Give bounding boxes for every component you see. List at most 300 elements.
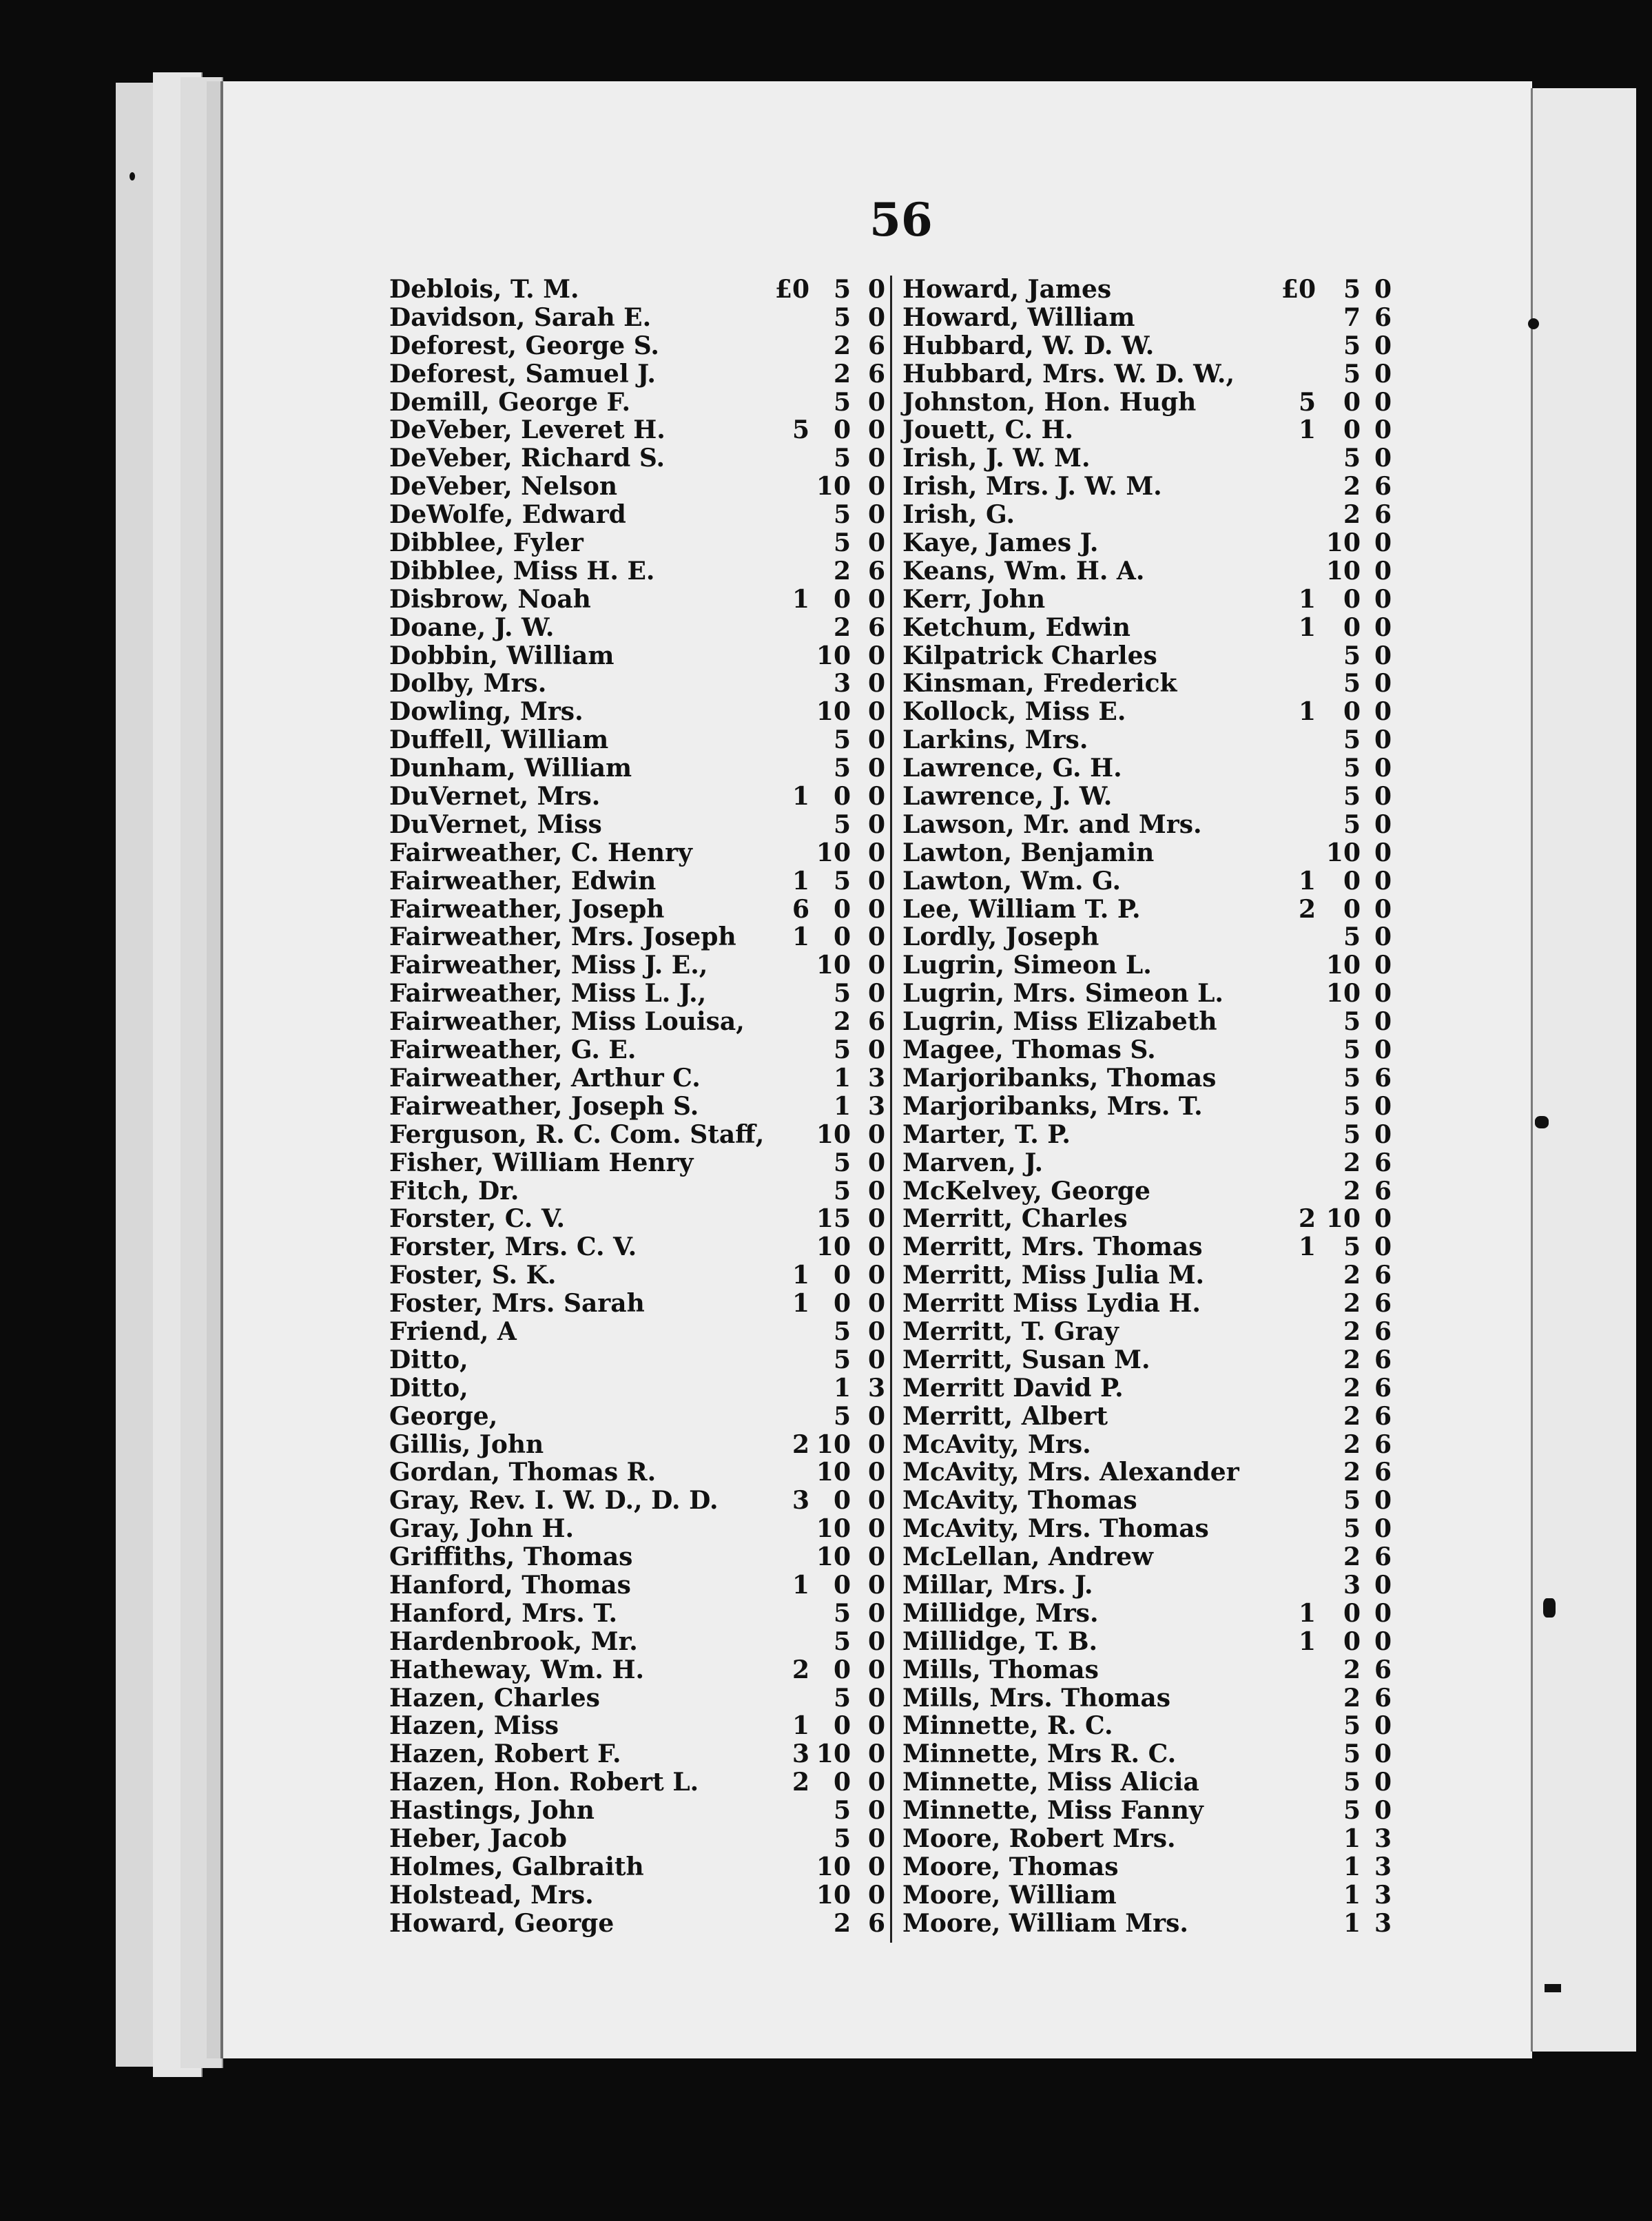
amount-pence: 0: [1374, 697, 1392, 727]
subscriber-row: [902, 501, 1398, 529]
subscriber-name: Merritt, Susan M.: [902, 1345, 1150, 1374]
subscriber-row: [902, 444, 1398, 473]
subscriber-row: [389, 614, 885, 642]
subscriber-name: Howard, George: [389, 1908, 615, 1938]
subscriber-name: Lordly, Joseph: [902, 922, 1099, 952]
subscriber-name: Irish, J. W. M.: [902, 444, 1091, 473]
subscriber-name: Fairweather, G. E.: [389, 1035, 637, 1065]
amount-shillings: 5: [1343, 1063, 1361, 1093]
amount-shillings: 5: [1343, 809, 1361, 839]
amount-pounds: 1: [1298, 584, 1316, 614]
amount-shillings: 10: [816, 838, 851, 867]
subscriber-row: [902, 980, 1398, 1008]
amount-pence: 0: [867, 1542, 885, 1572]
amount-shillings: 2: [833, 359, 851, 389]
subscriber-row: [902, 754, 1398, 783]
amount-pence: 0: [1374, 1626, 1392, 1656]
subscriber-name: Fitch, Dr.: [389, 1176, 519, 1206]
subscriber-row: [902, 1684, 1398, 1713]
subscriber-name: Dunham, William: [389, 754, 632, 783]
amount-pence: 0: [1374, 1486, 1392, 1516]
amount-pence: 0: [1374, 809, 1392, 839]
amount-pence: 0: [1374, 1119, 1392, 1149]
subscriber-name: Hazen, Charles: [389, 1683, 600, 1713]
amount-shillings: 10: [816, 1514, 851, 1544]
amount-pence: 0: [867, 1486, 885, 1516]
subscriber-row: [902, 951, 1398, 980]
amount-pounds: 1: [1298, 612, 1316, 642]
amount-shillings: 2: [1343, 1289, 1361, 1319]
amount-shillings: 5: [1343, 1768, 1361, 1797]
amount-pounds: 2: [792, 1655, 809, 1684]
amount-pence: 6: [1374, 302, 1392, 332]
amount-shillings: 0: [1343, 387, 1361, 417]
subscriber-name: Duffell, William: [389, 725, 609, 755]
subscriber-row: [902, 1431, 1398, 1459]
subscriber-row: [902, 304, 1398, 332]
amount-pence: 6: [1374, 500, 1392, 530]
amount-shillings: 2: [1343, 1176, 1361, 1206]
subscriber-row: [389, 360, 885, 389]
subscriber-row: [389, 1064, 885, 1093]
amount-shillings: 2: [1343, 1429, 1361, 1459]
amount-pence: 0: [1374, 1035, 1392, 1065]
amount-shillings: 2: [1343, 1401, 1361, 1431]
subscriber-name: Fairweather, C. Henry: [389, 838, 692, 867]
subscriber-name: Dolby, Mrs.: [389, 669, 547, 699]
subscriber-row: [902, 1008, 1398, 1036]
subscriber-list-right: [902, 276, 1398, 1938]
subscriber-row: [902, 1768, 1398, 1797]
amount-shillings: 10: [816, 1880, 851, 1910]
amount-pounds: 3: [792, 1486, 809, 1516]
subscriber-name: Fairweather, Mrs. Joseph: [389, 922, 736, 952]
amount-shillings: 5: [1343, 1739, 1361, 1769]
amount-pounds: 1: [792, 922, 809, 952]
subscriber-row: [902, 1740, 1398, 1768]
amount-shillings: 0: [833, 584, 851, 614]
amount-pence: 0: [1374, 1768, 1392, 1797]
amount-shillings: 0: [1343, 697, 1361, 727]
subscriber-name: Fairweather, Miss J. E.,: [389, 951, 708, 980]
subscriber-row: [389, 923, 885, 951]
amount-pence: 0: [1374, 1091, 1392, 1121]
subscriber-name: Deforest, Samuel J.: [389, 359, 656, 389]
amount-shillings: 10: [816, 1739, 851, 1769]
amount-pence: 0: [867, 782, 885, 812]
amount-pence: 0: [1374, 866, 1392, 896]
amount-pence: 0: [867, 1711, 885, 1741]
amount-pence: 0: [867, 415, 885, 445]
subscriber-row: [902, 1149, 1398, 1177]
amount-shillings: 5: [833, 1598, 851, 1628]
amount-shillings: 5: [1343, 669, 1361, 699]
subscriber-name: Hubbard, Mrs. W. D. W.,: [902, 359, 1235, 389]
subscriber-row: [389, 1881, 885, 1910]
amount-shillings: 10: [816, 1542, 851, 1572]
subscriber-name: Fairweather, Joseph S.: [389, 1091, 699, 1121]
subscriber-row: [902, 1290, 1398, 1318]
subscriber-row: [902, 1515, 1398, 1543]
amount-pence: 0: [1374, 641, 1392, 670]
amount-shillings: 10: [1325, 979, 1361, 1009]
subscriber-row: [902, 1205, 1398, 1233]
subscriber-row: [389, 1261, 885, 1290]
amount-pence: 0: [867, 1119, 885, 1149]
subscriber-row: [389, 1600, 885, 1628]
subscriber-name: Keans, Wm. H. A.: [902, 556, 1145, 586]
subscriber-name: Johnston, Hon. Hugh: [902, 387, 1197, 417]
amount-shillings: 1: [833, 1063, 851, 1093]
amount-pence: 0: [867, 1316, 885, 1346]
subscriber-row: [902, 1910, 1398, 1938]
amount-pence: 0: [1374, 359, 1392, 389]
amount-pence: 6: [1374, 1345, 1392, 1374]
subscriber-row: [902, 1487, 1398, 1515]
amount-pence: 0: [867, 1035, 885, 1065]
subscriber-name: Hanford, Thomas: [389, 1570, 631, 1600]
subscriber-name: Doane, J. W.: [389, 612, 555, 642]
subscriber-row: [389, 1036, 885, 1064]
amount-shillings: 10: [816, 697, 851, 727]
amount-pounds: 1: [792, 1570, 809, 1600]
subscriber-name: McAvity, Thomas: [902, 1486, 1137, 1516]
subscriber-row: [389, 811, 885, 839]
amount-pence: 0: [867, 1261, 885, 1290]
subscriber-row: [389, 304, 885, 332]
subscriber-row: [389, 670, 885, 698]
subscriber-name: Gray, Rev. I. W. D., D. D.: [389, 1486, 719, 1516]
subscriber-name: Millar, Mrs. J.: [902, 1570, 1093, 1600]
amount-pence: 3: [867, 1091, 885, 1121]
amount-pence: 0: [867, 1458, 885, 1487]
subscriber-row: [389, 642, 885, 670]
subscriber-name: DuVernet, Miss: [389, 809, 602, 839]
scan-mark: [1545, 1984, 1561, 1992]
subscriber-row: [389, 1093, 885, 1121]
amount-pence: 0: [867, 838, 885, 867]
amount-pence: 6: [1374, 1401, 1392, 1431]
subscriber-row: [902, 1600, 1398, 1628]
subscriber-name: Moore, William Mrs.: [902, 1908, 1188, 1938]
subscriber-name: Fairweather, Joseph: [389, 894, 665, 924]
amount-pence: 6: [867, 556, 885, 586]
amount-pence: 3: [867, 1373, 885, 1403]
amount-shillings: 2: [833, 556, 851, 586]
amount-pence: 0: [1374, 1232, 1392, 1262]
amount-pence: 0: [1374, 528, 1392, 558]
subscriber-name: Lugrin, Miss Elizabeth: [902, 1007, 1217, 1037]
amount-shillings: 5: [833, 1683, 851, 1713]
subscriber-row: [902, 1403, 1398, 1431]
amount-shillings: 2: [1343, 1458, 1361, 1487]
amount-pounds: £0: [1281, 275, 1316, 304]
subscriber-row: [389, 473, 885, 501]
amount-shillings: 5: [1343, 1232, 1361, 1262]
subscriber-name: McAvity, Mrs. Alexander: [902, 1458, 1239, 1487]
subscriber-name: Howard, James: [902, 275, 1112, 304]
subscriber-name: Lawson, Mr. and Mrs.: [902, 809, 1202, 839]
subscriber-name: Mills, Mrs. Thomas: [902, 1683, 1171, 1713]
subscriber-row: [902, 1121, 1398, 1149]
subscriber-row: [389, 1431, 885, 1459]
subscriber-name: Heber, Jacob: [389, 1824, 567, 1853]
subscriber-name: Minnette, Miss Fanny: [902, 1796, 1204, 1826]
amount-pence: 6: [867, 1007, 885, 1037]
subscriber-row: [902, 276, 1398, 304]
amount-pounds: 1: [1298, 697, 1316, 727]
subscriber-row: [389, 1318, 885, 1346]
subscriber-name: Dobbin, William: [389, 641, 615, 670]
subscriber-row: [389, 1346, 885, 1374]
subscriber-row: [902, 1825, 1398, 1853]
amount-shillings: 1: [833, 1091, 851, 1121]
amount-pence: 0: [1374, 1204, 1392, 1234]
scan-mark: [1543, 1598, 1556, 1618]
amount-shillings: 0: [833, 1768, 851, 1797]
amount-pounds: 1: [1298, 1598, 1316, 1628]
amount-pence: 0: [867, 1796, 885, 1826]
amount-shillings: 2: [1343, 1316, 1361, 1346]
subscriber-row: [902, 923, 1398, 951]
amount-shillings: 0: [1343, 866, 1361, 896]
amount-shillings: 5: [1343, 1711, 1361, 1741]
subscriber-row: [389, 1205, 885, 1233]
subscriber-row: [902, 670, 1398, 698]
subscriber-row: [389, 1571, 885, 1600]
amount-shillings: 5: [833, 387, 851, 417]
amount-pence: 0: [1374, 894, 1392, 924]
amount-pence: 0: [1374, 612, 1392, 642]
amount-pence: 0: [867, 1768, 885, 1797]
amount-pence: 6: [1374, 1655, 1392, 1684]
subscriber-name: Kinsman, Frederick: [902, 669, 1177, 699]
amount-shillings: 2: [1343, 1542, 1361, 1572]
subscriber-row: [902, 726, 1398, 754]
amount-shillings: 2: [1343, 1373, 1361, 1403]
amount-shillings: 5: [1343, 1035, 1361, 1065]
amount-shillings: 5: [1343, 641, 1361, 670]
amount-pence: 6: [867, 612, 885, 642]
subscriber-name: Holmes, Galbraith: [389, 1852, 644, 1881]
amount-shillings: 0: [833, 1711, 851, 1741]
subscriber-name: Lawrence, J. W.: [902, 782, 1113, 812]
amount-pence: 0: [867, 1232, 885, 1262]
scan-mark: [130, 172, 135, 180]
subscriber-name: DeVeber, Leveret H.: [389, 415, 665, 445]
subscriber-row: [389, 1403, 885, 1431]
amount-shillings: 1: [833, 1373, 851, 1403]
subscriber-row: [902, 1177, 1398, 1206]
subscriber-row: [902, 1543, 1398, 1571]
subscriber-name: Hazen, Miss: [389, 1711, 559, 1741]
amount-shillings: 2: [1343, 1655, 1361, 1684]
amount-shillings: 5: [1343, 922, 1361, 952]
amount-pence: 6: [867, 1908, 885, 1938]
amount-shillings: 5: [833, 1176, 851, 1206]
subscriber-row: [902, 557, 1398, 586]
amount-pence: 6: [1374, 1683, 1392, 1713]
subscriber-name: Lawton, Wm. G.: [902, 866, 1122, 896]
amount-shillings: 3: [833, 669, 851, 699]
subscriber-name: Larkins, Mrs.: [902, 725, 1088, 755]
amount-pence: 0: [867, 1852, 885, 1881]
amount-shillings: 10: [1325, 951, 1361, 980]
subscriber-name: Demill, George F.: [389, 387, 631, 417]
subscriber-name: Hazen, Hon. Robert L.: [389, 1768, 699, 1797]
amount-pence: 0: [867, 697, 885, 727]
subscriber-row: [389, 726, 885, 754]
subscriber-row: [902, 1261, 1398, 1290]
amount-shillings: 0: [833, 782, 851, 812]
subscriber-row: [389, 586, 885, 614]
amount-pence: 0: [867, 1345, 885, 1374]
subscriber-row: [902, 332, 1398, 360]
amount-pence: 0: [867, 809, 885, 839]
subscriber-row: [389, 1853, 885, 1881]
subscriber-row: [902, 1233, 1398, 1261]
amount-pence: 0: [1374, 1514, 1392, 1544]
amount-pence: 6: [867, 331, 885, 360]
amount-shillings: 5: [833, 866, 851, 896]
amount-pence: 0: [867, 1655, 885, 1684]
amount-pounds: 5: [792, 415, 809, 445]
amount-pence: 3: [1374, 1852, 1392, 1881]
subscriber-name: Mills, Thomas: [902, 1655, 1099, 1684]
subscriber-row: [389, 698, 885, 726]
subscriber-row: [389, 529, 885, 557]
subscriber-row: [902, 783, 1398, 811]
amount-shillings: 0: [1343, 415, 1361, 445]
subscriber-row: [389, 1008, 885, 1036]
subscriber-row: [902, 1036, 1398, 1064]
subscriber-name: Magee, Thomas S.: [902, 1035, 1156, 1065]
subscriber-row: [902, 1318, 1398, 1346]
scan-mark: [1528, 318, 1539, 329]
subscriber-name: Holstead, Mrs.: [389, 1880, 594, 1910]
amount-shillings: 2: [833, 1908, 851, 1938]
amount-shillings: 10: [1325, 1204, 1361, 1234]
amount-pence: 6: [1374, 472, 1392, 502]
subscriber-name: Lawrence, G. H.: [902, 754, 1122, 783]
amount-shillings: 0: [833, 1570, 851, 1600]
subscriber-name: Merritt, Mrs. Thomas: [902, 1232, 1203, 1262]
facing-page-edge: [1531, 88, 1636, 2052]
subscriber-name: Fairweather, Arthur C.: [389, 1063, 701, 1093]
subscriber-row: [389, 1656, 885, 1684]
amount-pence: 0: [1374, 1796, 1392, 1826]
amount-shillings: 10: [1325, 838, 1361, 867]
amount-shillings: 10: [816, 1852, 851, 1881]
amount-pence: 3: [1374, 1824, 1392, 1853]
amount-shillings: 5: [1343, 1514, 1361, 1544]
amount-pounds: £0: [774, 275, 809, 304]
subscriber-row: [902, 1656, 1398, 1684]
subscriber-row: [389, 980, 885, 1008]
amount-shillings: 5: [833, 1796, 851, 1826]
amount-shillings: 5: [1343, 359, 1361, 389]
amount-shillings: 5: [833, 1035, 851, 1065]
subscriber-name: Lee, William T. P.: [902, 894, 1141, 924]
subscriber-row: [389, 1910, 885, 1938]
scan-mark: [1535, 1116, 1549, 1128]
amount-pounds: 1: [792, 584, 809, 614]
subscriber-name: Lugrin, Simeon L.: [902, 951, 1152, 980]
subscriber-name: Hatheway, Wm. H.: [389, 1655, 645, 1684]
amount-pence: 6: [1374, 1063, 1392, 1093]
amount-pence: 6: [1374, 1373, 1392, 1403]
amount-pence: 0: [867, 1824, 885, 1853]
subscriber-row: [902, 1712, 1398, 1740]
subscriber-row: [902, 529, 1398, 557]
amount-pence: 0: [867, 584, 885, 614]
subscriber-row: [389, 501, 885, 529]
amount-pence: 0: [1374, 951, 1392, 980]
amount-shillings: 5: [1343, 725, 1361, 755]
amount-pence: 6: [1374, 1289, 1392, 1319]
subscriber-name: Griffiths, Thomas: [389, 1542, 633, 1572]
amount-pounds: 6: [792, 894, 809, 924]
amount-shillings: 2: [833, 1007, 851, 1037]
subscriber-row: [389, 1797, 885, 1825]
amount-shillings: 10: [816, 951, 851, 980]
amount-pence: 0: [1374, 782, 1392, 812]
amount-pence: 6: [1374, 1458, 1392, 1487]
amount-shillings: 0: [833, 894, 851, 924]
page-number: 56: [869, 193, 933, 247]
amount-shillings: 0: [1343, 612, 1361, 642]
subscriber-row: [389, 1458, 885, 1487]
subscriber-name: Dowling, Mrs.: [389, 697, 584, 727]
amount-pence: 0: [1374, 1007, 1392, 1037]
amount-pence: 0: [867, 1739, 885, 1769]
subscriber-row: [902, 642, 1398, 670]
amount-shillings: 5: [833, 979, 851, 1009]
amount-pence: 0: [867, 302, 885, 332]
subscriber-name: Millidge, Mrs.: [902, 1598, 1099, 1628]
subscriber-name: Gordan, Thomas R.: [389, 1458, 657, 1487]
subscriber-row: [389, 951, 885, 980]
subscriber-name: Marjoribanks, Thomas: [902, 1063, 1217, 1093]
subscriber-name: Marjoribanks, Mrs. T.: [902, 1091, 1203, 1121]
amount-shillings: 5: [833, 725, 851, 755]
subscriber-row: [389, 839, 885, 867]
amount-pence: 0: [867, 951, 885, 980]
amount-shillings: 2: [1343, 1683, 1361, 1713]
subscriber-row: [389, 754, 885, 783]
subscriber-row: [389, 1177, 885, 1206]
subscriber-name: George,: [389, 1401, 498, 1431]
amount-pence: 6: [1374, 1542, 1392, 1572]
amount-shillings: 3: [1343, 1570, 1361, 1600]
amount-pence: 6: [1374, 1316, 1392, 1346]
amount-pounds: 2: [1298, 1204, 1316, 1234]
subscriber-name: Kaye, James J.: [902, 528, 1099, 558]
amount-pence: 0: [1374, 1570, 1392, 1600]
amount-pence: 0: [1374, 1711, 1392, 1741]
subscriber-row: [389, 1825, 885, 1853]
amount-shillings: 2: [833, 612, 851, 642]
amount-pence: 0: [867, 275, 885, 304]
subscriber-row: [902, 1374, 1398, 1403]
subscriber-row: [902, 614, 1398, 642]
subscriber-name: Kilpatrick Charles: [902, 641, 1157, 670]
amount-shillings: 5: [833, 500, 851, 530]
amount-shillings: 5: [833, 302, 851, 332]
amount-shillings: 15: [816, 1204, 851, 1234]
subscriber-name: Ditto,: [389, 1373, 468, 1403]
subscriber-name: Hazen, Robert F.: [389, 1739, 621, 1769]
